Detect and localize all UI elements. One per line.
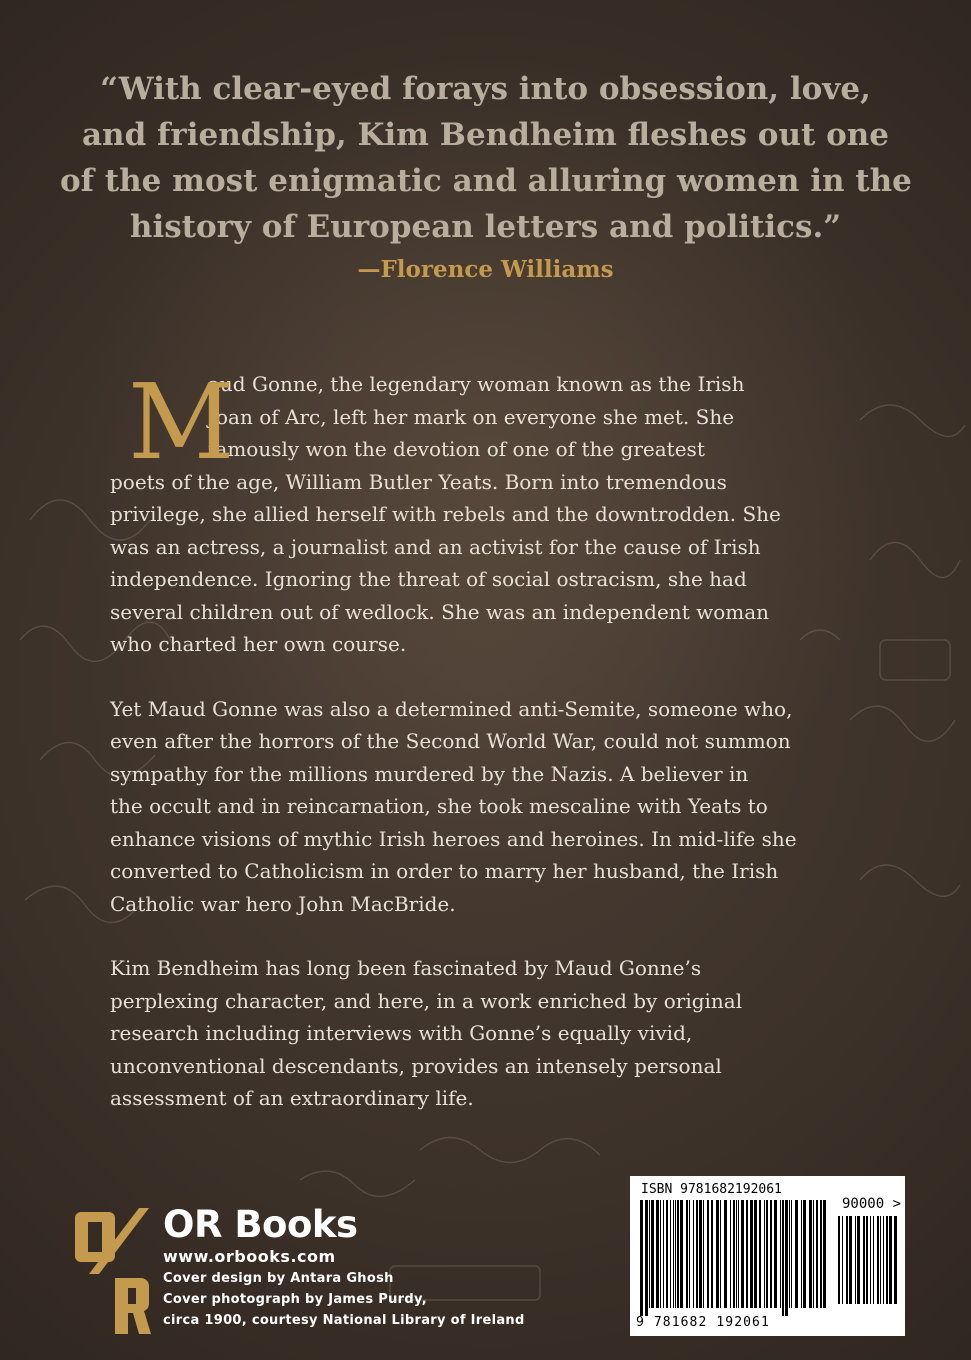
paragraph-line: even after the horrors of the Second World War, could not summon: [110, 729, 791, 753]
barcode-bar: [707, 1200, 709, 1308]
description-paragraph-1: [110, 361, 870, 661]
barcode-bar: [809, 1200, 812, 1308]
paragraph-line: research including interviews with Gonne’s equally vivid,: [110, 1021, 693, 1045]
barcode-bar: [675, 1200, 676, 1308]
paragraph-line: Yet Maud Gonne was also a determined anti-Semite, someone who,: [110, 696, 793, 721]
isbn-barcode: [630, 1176, 905, 1336]
cover-photo-credit: Cover photograph by James Purdy,: [163, 1292, 427, 1307]
barcode-bar: [823, 1200, 826, 1308]
barcode-bar: [813, 1200, 814, 1308]
quote-line: “With clear-eyed forays into obsession, love,: [100, 71, 871, 107]
description-paragraph-2: [110, 693, 870, 921]
barcode-bar: [746, 1200, 748, 1308]
barcode-bar: [733, 1200, 735, 1308]
barcode-bar: [656, 1200, 659, 1308]
addon-barcode-bars: [838, 1216, 898, 1312]
barcode-bar: [774, 1200, 777, 1308]
barcode-bar: [666, 1200, 668, 1308]
barcode-bar: [741, 1200, 744, 1308]
barcode-bar: [750, 1200, 753, 1308]
price-code: 90000 >: [842, 1196, 902, 1212]
paragraph-line: famously won the devotion of one of the greatest: [208, 437, 705, 461]
barcode-bar: [696, 1200, 698, 1308]
barcode-bar: [677, 1200, 679, 1308]
quote-line: of the most enigmatic and alluring women in the: [60, 163, 912, 199]
barcode-bar: [764, 1200, 765, 1308]
barcode-bar: [663, 1200, 664, 1308]
cover-design-credit: Cover design by Antara Ghosh: [163, 1271, 394, 1286]
barcode-bar: [866, 1216, 868, 1304]
ean-digits: 9 781682 192061: [636, 1315, 770, 1330]
publisher-block: [163, 1204, 525, 1331]
barcode-bar: [711, 1200, 713, 1308]
paragraph-line: poets of the age, William Butler Yeats. Born into tremendous: [110, 469, 727, 494]
paragraph-line: aud Gonne, the legendary woman known as the Irish: [208, 372, 745, 396]
paragraph-line: unconventional descendants, provides an intensely personal: [110, 1053, 722, 1078]
barcode-bar: [699, 1200, 702, 1308]
quote-attribution: —Florence Williams: [357, 256, 614, 283]
barcode-bar: [791, 1200, 792, 1308]
paragraph-line: who charted her own course.: [110, 632, 407, 656]
book-description: [110, 361, 870, 1147]
barcode-bar: [780, 1200, 781, 1308]
barcode-bar: [670, 1200, 671, 1308]
paragraph-line: several children out of wedlock. She was an independent woman: [110, 599, 770, 624]
paragraph-line: enhance visions of mythic Irish heroes and heroines. In mid-life she: [110, 826, 797, 851]
barcode-bar: [894, 1216, 897, 1304]
barcode-bar: [770, 1200, 772, 1308]
paragraph-line: was an actress, a journalist and an activist for the cause of Irish: [110, 534, 761, 559]
barcode-bar: [730, 1200, 731, 1308]
barcode-bar: [820, 1200, 822, 1308]
cover-photo-credit-cont: circa 1900, courtesy National Library of Ireland: [163, 1313, 525, 1328]
logo-letter-r: [115, 1278, 151, 1334]
barcode-bar: [873, 1216, 874, 1304]
barcode-bar: [785, 1200, 788, 1316]
barcode-bar: [651, 1200, 654, 1308]
quote-line: and friendship, Kim Bendheim fleshes out one: [81, 117, 890, 153]
barcode-bar: [703, 1200, 704, 1308]
or-books-logo: [75, 1206, 155, 1336]
paragraph-line: assessment of an extraordinary life.: [110, 1086, 474, 1110]
paragraph-line: Joan of Arc, left her mark on everyone she met. She: [208, 404, 735, 429]
barcode-bar: [693, 1200, 694, 1308]
description-paragraph-3: [110, 952, 870, 1115]
barcode-bar: [886, 1216, 888, 1304]
barcode-bar: [842, 1216, 843, 1304]
barcode-bar: [738, 1200, 739, 1308]
barcode-bar: [660, 1200, 661, 1308]
paragraph-line: independence. Ignoring the threat of social ostracism, she had: [110, 567, 747, 591]
barcode-bar: [855, 1216, 856, 1304]
endorsement-quote: [60, 66, 911, 288]
barcode-bar: [782, 1200, 784, 1316]
barcode-bar: [883, 1216, 884, 1304]
barcode-bar: [838, 1216, 840, 1304]
publisher-name: OR Books: [163, 1203, 358, 1246]
drop-cap: M: [128, 361, 235, 483]
barcode-bar: [857, 1216, 860, 1304]
quote-line: history of European letters and politics.”: [129, 209, 842, 245]
barcode-bar: [803, 1200, 806, 1308]
barcode-bar: [673, 1200, 674, 1308]
paragraph-line: sympathy for the millions murdered by the Nazis. A believer in: [110, 761, 749, 786]
barcode-bar: [849, 1216, 852, 1304]
barcode-bar: [789, 1200, 790, 1308]
barcode-bar: [766, 1200, 768, 1308]
barcode-bar: [795, 1200, 798, 1308]
paragraph-line: perplexing character, and here, in a work enriched by original: [110, 988, 743, 1013]
paragraph-line: converted to Catholicism in order to marry her husband, the Irish: [110, 859, 779, 883]
isbn-label: ISBN 9781682192061: [641, 1182, 782, 1197]
barcode-bar: [686, 1200, 688, 1308]
barcode-bar: [846, 1216, 848, 1304]
barcode-bar: [816, 1200, 818, 1308]
barcode-bar: [870, 1216, 871, 1304]
barcode-bar: [863, 1216, 865, 1304]
barcode-bar: [680, 1200, 683, 1308]
barcode-bar: [889, 1216, 892, 1304]
paragraph-line: Kim Bendheim has long been fascinated by Maud Gonne’s: [110, 956, 702, 980]
barcode-bar: [754, 1200, 757, 1308]
barcode-bar: [716, 1200, 719, 1308]
barcode-bar: [880, 1216, 881, 1304]
paragraph-line: privilege, she allied herself with rebels and the downtrodden. She: [110, 502, 781, 526]
barcode-bar: [645, 1200, 648, 1316]
publisher-url[interactable]: www.orbooks.com: [163, 1247, 336, 1266]
paragraph-line: Catholic war hero John MacBride.: [110, 891, 456, 916]
barcode-bar: [801, 1200, 802, 1308]
paragraph-line: the occult and in reincarnation, she took mescaline with Yeats to: [110, 794, 768, 818]
barcode-bar: [759, 1200, 761, 1308]
barcode-bar: [720, 1200, 721, 1308]
barcode-bar: [640, 1200, 643, 1316]
barcode-bar: [724, 1200, 727, 1308]
barcode-bar: [736, 1200, 737, 1308]
barcode-bar: [689, 1200, 690, 1308]
ean-barcode-bars: [640, 1200, 830, 1316]
barcode-bar: [649, 1200, 650, 1308]
barcode-bar: [877, 1216, 879, 1304]
